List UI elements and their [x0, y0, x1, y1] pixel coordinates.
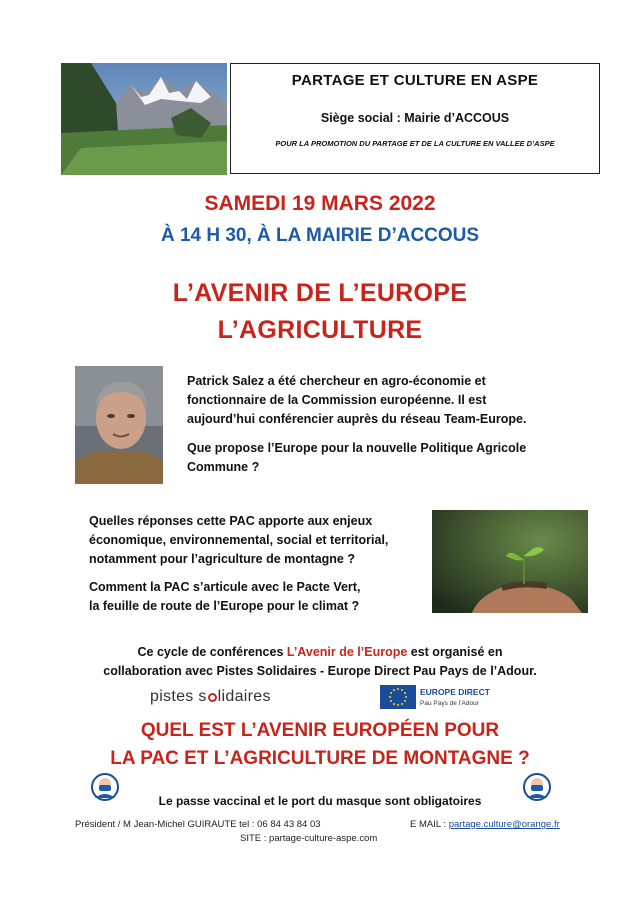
association-motto: POUR LA PROMOTION DU PARTAGE ET DE LA CULTURE EN VALLEE D’ASPE	[275, 139, 555, 148]
bio-line: aujourd’hui conférencier auprès du réseau Team-Europe.	[187, 412, 527, 426]
bio-line: fonctionnaire de la Commission européenne. Il est	[187, 393, 487, 407]
website-contact: SITE : partage-culture-aspe.com	[240, 833, 378, 844]
event-time-place: À 14 H 30, À LA MAIRIE D’ACCOUS	[160, 225, 480, 246]
europe-direct-logo	[420, 687, 490, 709]
closing-question-line2: LA PAC ET L’AGRICULTURE DE MONTAGNE ?	[110, 748, 530, 769]
question-green-deal	[89, 578, 439, 616]
email-contact	[410, 819, 560, 830]
event-date: SAMEDI 19 MARS 2022	[204, 192, 436, 215]
association-name: PARTAGE ET CULTURE EN ASPE	[291, 72, 539, 89]
speaker-bio	[187, 372, 627, 429]
email-label: E MAIL :	[410, 819, 449, 830]
header-box	[230, 63, 600, 174]
cycle-line2: collaboration avec Pistes Solidaires - Europe Direct Pau Pays de l’Adour.	[103, 664, 537, 678]
question-line: Commune ?	[187, 460, 260, 474]
question-pac-challenges	[89, 512, 439, 569]
cycle-prefix: Ce cycle de conférences	[137, 645, 287, 659]
mountain-photo	[61, 63, 227, 175]
event-title-line2: L’AGRICULTURE	[217, 316, 423, 344]
question-line: économique, environnemental, social et territorial,	[89, 533, 389, 547]
cycle-series-name: L’Avenir de l’Europe	[286, 645, 408, 659]
president-contact: Président / M Jean-Michel GUIRAUTE tel : 06 84 43 84 03	[75, 819, 321, 830]
email-link[interactable]: partage.culture@orange.fr	[448, 819, 560, 830]
speaker-question	[187, 439, 607, 477]
closing-question-line1: QUEL EST L’AVENIR EUROPÉEN POUR	[140, 720, 500, 741]
seedling-photo	[432, 510, 588, 613]
question-line: Que propose l’Europe pour la nouvelle Politique Agricole	[187, 441, 527, 455]
bio-line: Patrick Salez a été chercheur en agro-économie et	[187, 374, 486, 388]
registered-office: Siège social : Mairie d’ACCOUS	[320, 111, 510, 125]
health-notice: Le passe vaccinal et le port du masque sont obligatoires	[158, 794, 482, 808]
question-line: Quelles réponses cette PAC apporte aux enjeux	[89, 514, 373, 528]
pistes-solidaires-logo: pistes s lidaires	[150, 688, 271, 705]
question-line: notamment pour l’agriculture de montagne ?	[89, 552, 355, 566]
cycle-line1	[0, 643, 640, 662]
event-title-line1: L’AVENIR DE L’EUROPE	[172, 279, 468, 307]
europe-direct-label: EUROPE DIRECT	[420, 687, 490, 697]
eu-flag-icon	[380, 685, 416, 709]
europe-direct-sub: Pau Pays de l’Adour	[420, 700, 479, 707]
speaker-portrait	[75, 366, 163, 484]
question-line: la feuille de route de l’Europe pour le climat ?	[89, 599, 360, 613]
conference-cycle-info	[0, 643, 640, 681]
question-line: Comment la PAC s’articule avec le Pacte Vert,	[89, 580, 361, 594]
logo-o-icon	[208, 693, 217, 702]
cycle-suffix: est organisé en	[407, 645, 503, 659]
